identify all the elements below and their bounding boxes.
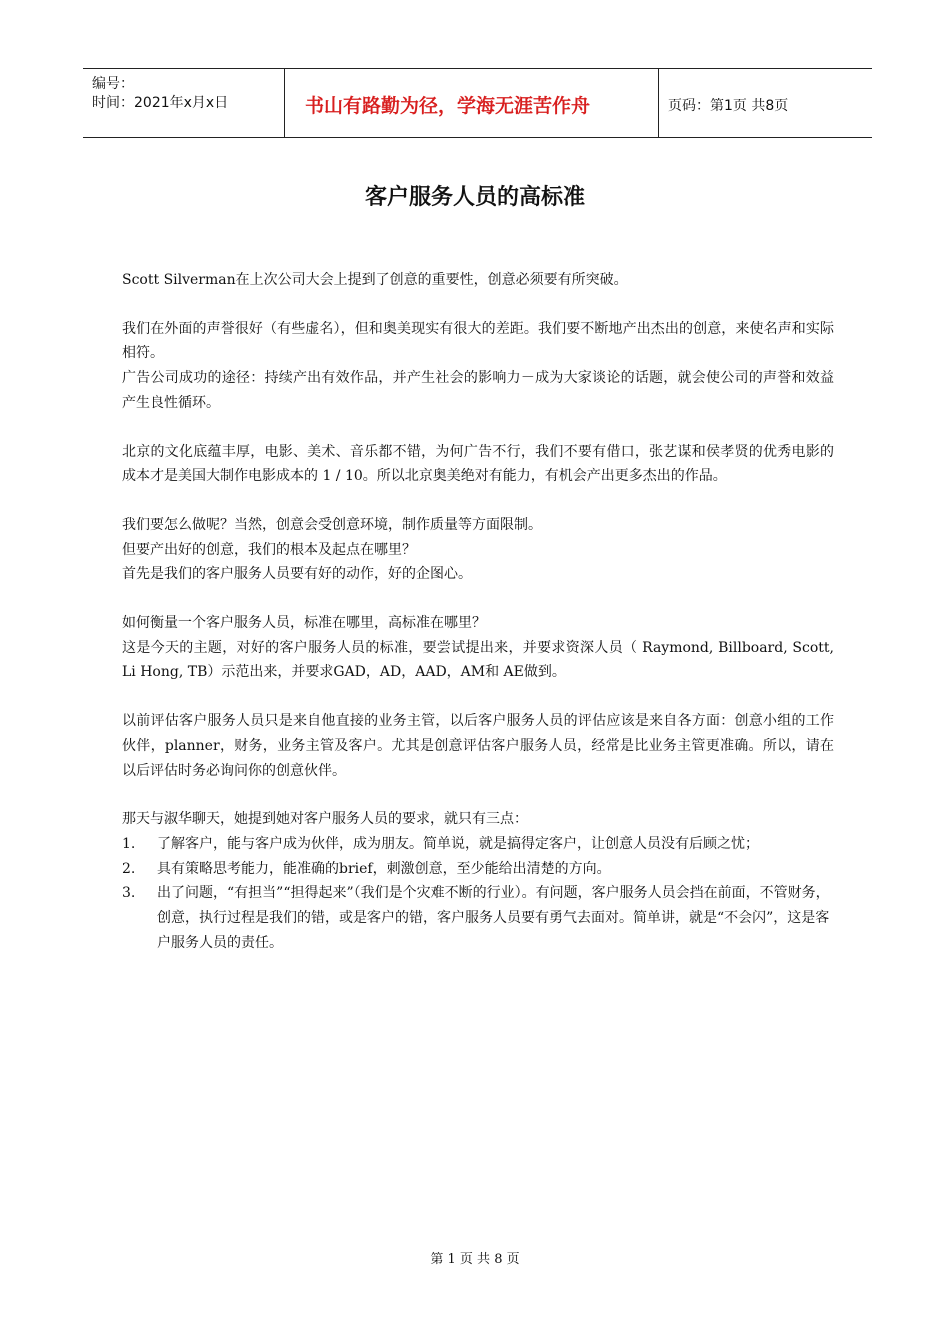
paragraph: 但要产出好的创意，我们的根本及起点在哪里？ [122,541,416,558]
document-header [83,68,872,138]
list-item-text: 出了问题，“有担当”“担得起来”（我们是个灾难不断的行业）。有问题，客户服务人员会挡在前面，不管财务，创意，执行过程是我们的错，或是客户的错，客户服务人员要有勇气去面对。简单讲，就是“不会闪”，这是客户服务人员的责任。 [157,885,830,951]
paragraph: Scott Silverman在上次公司大会上提到了创意的重要性，创意必须要有所突破。 [122,272,628,288]
header-page-cell [658,69,872,137]
list-item-text: 具有策略思考能力，能准确的brief，刺激创意，至少能给出清楚的方向。 [157,860,611,877]
list-item-text: 了解客户，能与客户成为伙伴，成为朋友。简单说，就是搞得定客户，让创意人员没有后顾之忧； [157,835,759,852]
list-item-number: 2. [122,860,136,877]
paragraph: 我们在外面的声誉很好（有些虚名），但和奥美现实有很大的差距。我们要不断地产出杰出的创意，来使名声和实际相符。 [122,320,834,362]
paragraph: 首先是我们的客户服务人员要有好的动作，好的企图心。 [122,566,472,583]
paragraph: 如何衡量一个客户服务人员，标准在哪里，高标准在哪里？ [122,615,486,632]
header-motto-cell [284,69,659,137]
header-motto: 书山有路勤为径，学海无涯苦作舟 [305,95,591,117]
paragraph: 北京的文化底蕴丰厚，电影、美术、音乐都不错，为何广告不行，我们不要有借口，张艺谋和侯孝贤的优秀电影的成本才是美国大制作电影成本的 1 / 10。所以北京奥美绝对有能力，有机会产出更多杰出的作品。 [122,443,834,485]
document-number-label: 编号： [92,76,134,92]
header-page-number: 页码：第1页 共8页 [668,98,789,114]
list-item-number: 1. [122,835,136,852]
page-footer: 第 1 页 共 8 页 [430,1252,520,1267]
document-body [122,268,834,955]
paragraph: 那天与淑华聊天，她提到她对客户服务人员的要求，就只有三点： [122,811,528,828]
list-item [122,832,834,857]
paragraph: 以前评估客户服务人员只是来自他直接的业务主管，以后客户服务人员的评估应该是来自各方面：创意小组的工作伙伴，planner，财务，业务主管及客户。尤其是创意评估客户服务人员，经常是比业务主管更准确。所以，请在以后评估时务必询问你的创意伙伴。 [122,713,834,779]
list-item [122,857,834,882]
document-time-label: 时间：2021年x月x日 [92,95,229,111]
header-meta-cell [83,69,283,137]
paragraph: 广告公司成功的途径：持续产出有效作品，并产生社会的影响力－成为大家谈论的话题，就会使公司的声誉和效益产生良性循环。 [122,370,834,411]
paragraph: 我们要怎么做呢？当然，创意会受创意环境，制作质量等方面限制。 [122,516,542,533]
list-item [122,881,834,955]
paragraph: 这是今天的主题，对好的客户服务人员的标准，要尝试提出来，并要求资深人员（ Raymond, Billboard, Scott, Li Hong, TB）示范出来，并要求GAD，AD，AAD，AM和 AE做到。 [122,639,834,681]
document-title: 客户服务人员的高标准 [364,185,585,210]
list-item-number: 3. [122,885,136,902]
